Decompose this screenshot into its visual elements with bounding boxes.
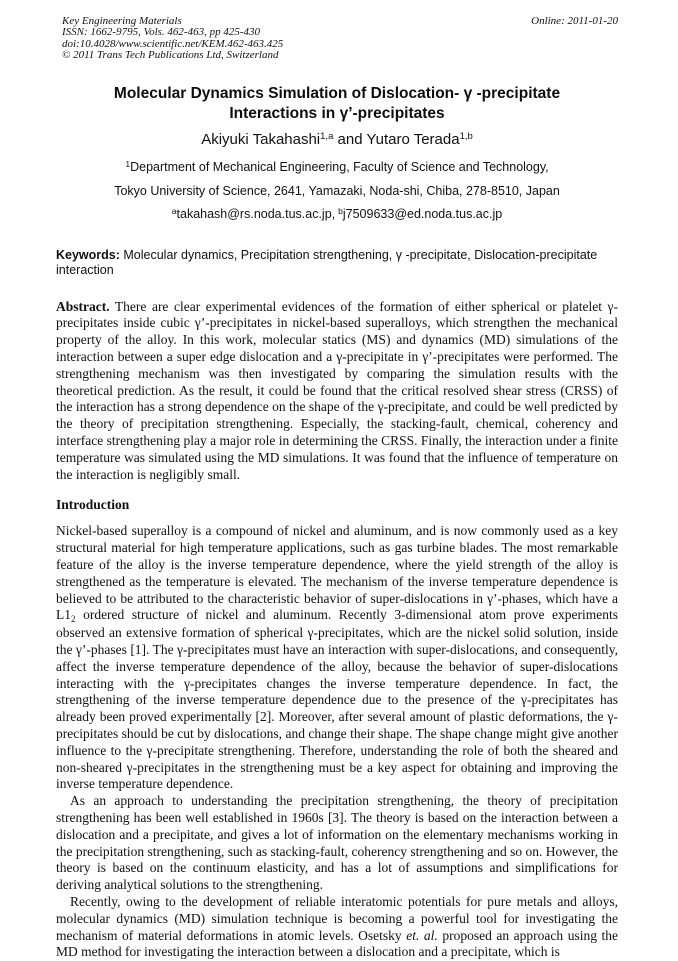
journal-header [56,16,618,62]
affiliation-department [56,160,618,176]
doi-line: doi:10.4028/www.scientific.net/KEM.462-463.425 [62,37,284,50]
email-b-mark: b [338,205,343,216]
keywords-line [56,248,618,279]
paper-title [56,84,618,124]
intro-para1-text-a: Nickel-based superalloy is a compound of nickel and aluminum, and is now commonly used as a key structural material for high temperature applications, such as gas turbine blades. The most remarkable feature of the alloy is the inverse temperature dependence, where the yield strength of the alloy is strengthened as the temperature is elevated. The mechanism of the inverse temperature dependence is believed to be attributed to the characteristic behavior of super-dislocations in γ’-phases, which have a L1 [56,523,618,623]
author-emails [56,207,618,223]
abstract-paragraph [56,299,618,484]
et-al-italic: et. al. [406,927,438,943]
author-1-affiliation-mark: 1,a [320,131,334,143]
author-2-affiliation-mark: 1,b [459,131,473,143]
copyright-line: © 2011 Trans Tech Publications Ltd, Switzerland [62,49,279,62]
abstract-label: Abstract. [56,298,110,314]
paper-title-line2: Interactions in γ’-precipitates [229,104,445,122]
journal-info-block [62,16,283,62]
intro-para1-text-b: ordered structure of nickel and aluminum. Recently 3-dimensional atom prove experiments observed an extensive formation of spherical γ-precipitates, which are the nickel solid solution, inside the γ’-phases [1]. The γ-precipitates must have an interaction with super-dislocations, and consequently, affect the inverse temperature dependence of the alloy, because the behavior of super-dislocations interacting with the γ-precipitates changes the inverse temperature dependence. In fact, the strengthening of the inverse temperature dependence due to the presence of the γ-precipitates has already been proved experimentally [2]. Moreover, after several amount of plastic deformations, the γ-precipitates should be cut by dislocations, and change their shape. The shape change might give another influence to the γ-precipitate strengthening. Therefore, understanding the role of both the sheared and non-sheared γ-precipitates in the strengthening must be a key aspect for obtaining and improving the inverse temperature dependence. [56,607,618,792]
journal-title: Key Engineering Materials [62,15,182,27]
author-2-name: Yutaro Terada [366,130,460,148]
keywords-text: Molecular dynamics, Precipitation strengthening, γ -precipitate, Dislocation-precipitate interaction [56,247,598,278]
authors-line [56,130,618,152]
abstract-text: There are clear experimental evidences of the formation of either spherical or platelet γ-precipitates inside cubic γ’-precipitates in nickel-based superalloys, which strengthen the mechanical property of the alloy. In this work, molecular statics (MS) and dynamics (MD) simulations of the interaction between a super edge dislocation and a γ-precipitate in γ’-precipitates were performed. The strengthening mechanism was then investigated by comparing the simulation results with the theoretical prediction. As the result, it could be found that the critical resolved shear stress (CRSS) of the interaction has a strong dependence on the shape of the γ-precipitate, and could be well predicted by the theory of precipitation strengthening. Especially, the stacking-fault, chemical, coherency and interface strengthening play a major role in determining the CRSS. Finally, the interaction under a finite temperature was simulated using the MD simulations. It was found that the influence of temperature on the interaction is negligibly small. [56,298,618,482]
l12-subscript: 2 [71,613,76,624]
affiliation-mark: 1 [125,158,131,169]
email-a-mark: a [171,205,177,216]
keywords-label: Keywords: [56,247,120,262]
authors-connector: and [333,130,367,148]
introduction-paragraph-1 [56,523,618,793]
affiliation-university: Tokyo University of Science, 2641, Yamazaki, Noda-shi, Chiba, 278-8510, Japan [114,183,560,198]
author-1-name: Akiyuki Takahashi [201,130,321,148]
issn-line: ISSN: 1662-9795, Vols. 462-463, pp 425-430 [62,26,260,39]
affiliation-department-text: Department of Mechanical Engineering, Faculty of Science and Technology, [130,159,549,174]
introduction-paragraph-2: As an approach to understanding the precipitation strengthening, the theory of precipitation strengthening has been well established in 1960s [3]. The theory is based on the interaction between a dislocation and a precipitate, and gives a lot of information on the elementary mechanisms working in the precipitation strengthening, such as stacking-fault, coherency strengthening and so on. However, the theory is based on the continuum elasticity, and has a lot of assumptions and simplifications for deriving analytical solutions to the strengthening. [56,793,618,893]
paper-title-line1: Molecular Dynamics Simulation of Dislocation- γ -precipitate [113,84,561,102]
intro-para3-text-b: proposed an approach using the MD method for investigating the interaction between a dislocation and a precipitate, which is [56,927,619,960]
online-date: Online: 2011-01-20 [531,15,618,27]
email-b: j7509633@ed.noda.tus.ac.jp [342,206,503,221]
email-a: takahash@rs.noda.tus.ac.jp, [176,206,336,221]
introduction-heading: Introduction [56,497,130,513]
intro-para3-text-a: Recently, owing to the development of reliable interatomic potentials for pure metals and alloys, molecular dynamics (MD) simulation technique is becoming a powerful tool for investigating the mechanism of material deformations in atomic levels. Osetsky [56,893,618,943]
introduction-paragraph-3 [56,894,618,961]
